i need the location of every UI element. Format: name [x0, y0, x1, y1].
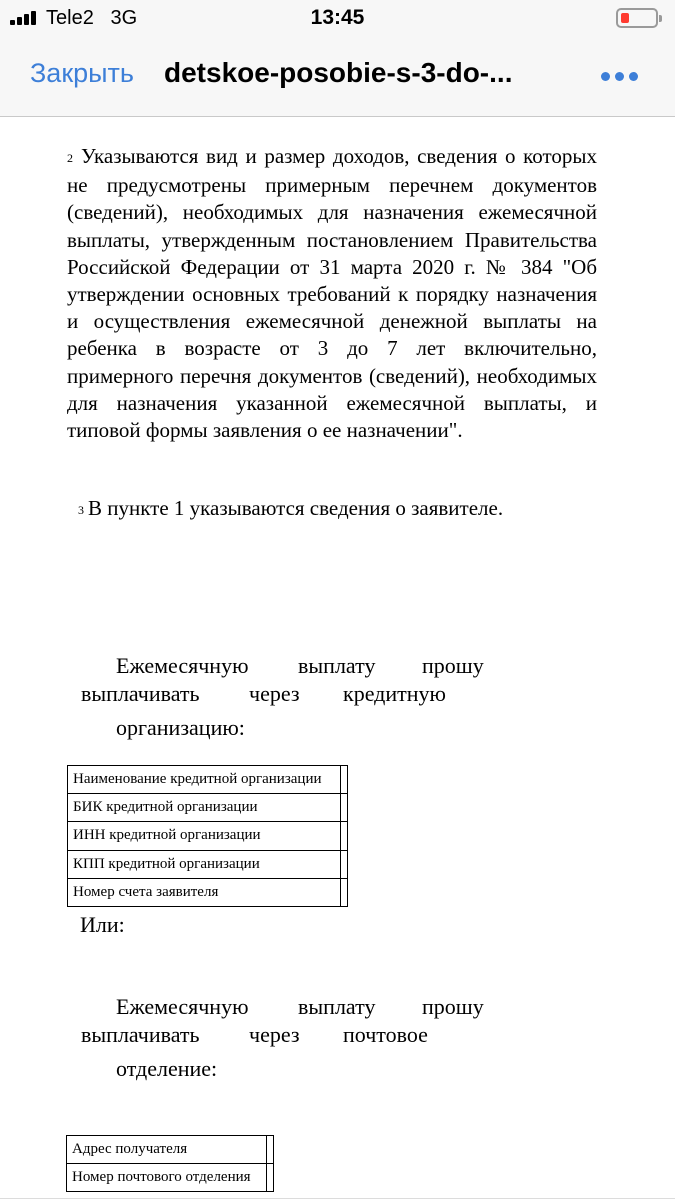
bank-payment-paragraph — [0, 652, 675, 742]
table-row — [68, 878, 348, 906]
network-type: 3G — [110, 7, 138, 29]
bik-value — [341, 794, 348, 822]
document-page — [0, 117, 675, 1200]
kpp-label: КПП кредитной организации — [68, 850, 341, 878]
post-office-number-value — [267, 1164, 274, 1192]
post-line2-word3: почтовое — [343, 1022, 428, 1047]
bank-line3: организацию: — [116, 715, 245, 740]
bank-line2-word2: через — [249, 681, 300, 706]
bank-line1-word2: выплату — [298, 653, 376, 678]
post-line3: отделение: — [116, 1056, 218, 1081]
table-row — [67, 1164, 274, 1192]
footnote-2-text: Указываются вид и размер доходов, сведения о которых не предусмотрены примерным перечнем документов (сведений), необходимых для назначения ежемесячной выплаты, утвержденным постановлением Правительства Российской Федерации от 31 марта 2020 г. № 384 "Об утверждении основных требований к порядку назначения и осуществления ежемесячной денежной выплаты на ребенка в возрасте от 3 до 7 лет включительно, примерного перечня документов (сведений), необходимых для назначения указанной ежемесячной выплаты, и типовой формы заявления о ее назначении". — [67, 144, 597, 443]
account-number-value — [341, 878, 348, 906]
table-row — [68, 794, 348, 822]
post-details-table — [66, 1135, 274, 1192]
bank-line1-word3: прошу — [422, 653, 484, 678]
post-payment-paragraph — [0, 993, 675, 1083]
post-line2-word2: через — [249, 1022, 300, 1047]
table-row — [67, 1136, 274, 1164]
status-bar — [0, 0, 675, 38]
status-time: 13:45 — [310, 6, 365, 29]
bik-label: БИК кредитной организации — [68, 794, 341, 822]
bank-line1-word1: Ежемесячную — [116, 653, 249, 678]
footnote-3-mark: 3 — [78, 503, 84, 517]
page-divider — [0, 1198, 675, 1199]
carrier-label: Tele2 3G — [46, 7, 138, 29]
close-button[interactable]: Закрыть — [30, 58, 134, 88]
footnote-3-text: В пункте 1 указываются сведения о заявителе. — [88, 496, 504, 520]
footnote-2 — [67, 143, 597, 444]
inn-label: ИНН кредитной организации — [68, 822, 341, 850]
more-ellipsis-icon[interactable] — [601, 72, 641, 84]
bank-line2-word1: выплачивать — [81, 681, 200, 706]
post-line1-word3: прошу — [422, 994, 484, 1019]
post-line1-word1: Ежемесячную — [116, 994, 249, 1019]
footnote-2-mark: 2 — [67, 151, 73, 165]
post-line1-word2: выплату — [298, 994, 376, 1019]
kpp-value — [341, 850, 348, 878]
or-label: Или: — [80, 912, 125, 937]
bank-details-table — [67, 765, 348, 907]
post-line2-word1: выплачивать — [81, 1022, 200, 1047]
recipient-address-label: Адрес получателя — [67, 1136, 267, 1164]
bank-line2-word3: кредитную — [343, 681, 446, 706]
footnote-3 — [78, 495, 503, 524]
account-number-label: Номер счета заявителя — [68, 878, 341, 906]
post-office-number-label: Номер почтового отделения — [67, 1164, 267, 1192]
inn-value — [341, 822, 348, 850]
bank-name-value — [341, 766, 348, 794]
document-title: detskoe-posobie-s-3-do-... — [164, 57, 513, 88]
table-row — [68, 766, 348, 794]
battery-icon — [616, 8, 658, 28]
bank-name-label: Наименование кредитной организации — [68, 766, 341, 794]
recipient-address-value — [267, 1136, 274, 1164]
nav-bar — [0, 38, 675, 117]
table-row — [68, 850, 348, 878]
table-row — [68, 822, 348, 850]
